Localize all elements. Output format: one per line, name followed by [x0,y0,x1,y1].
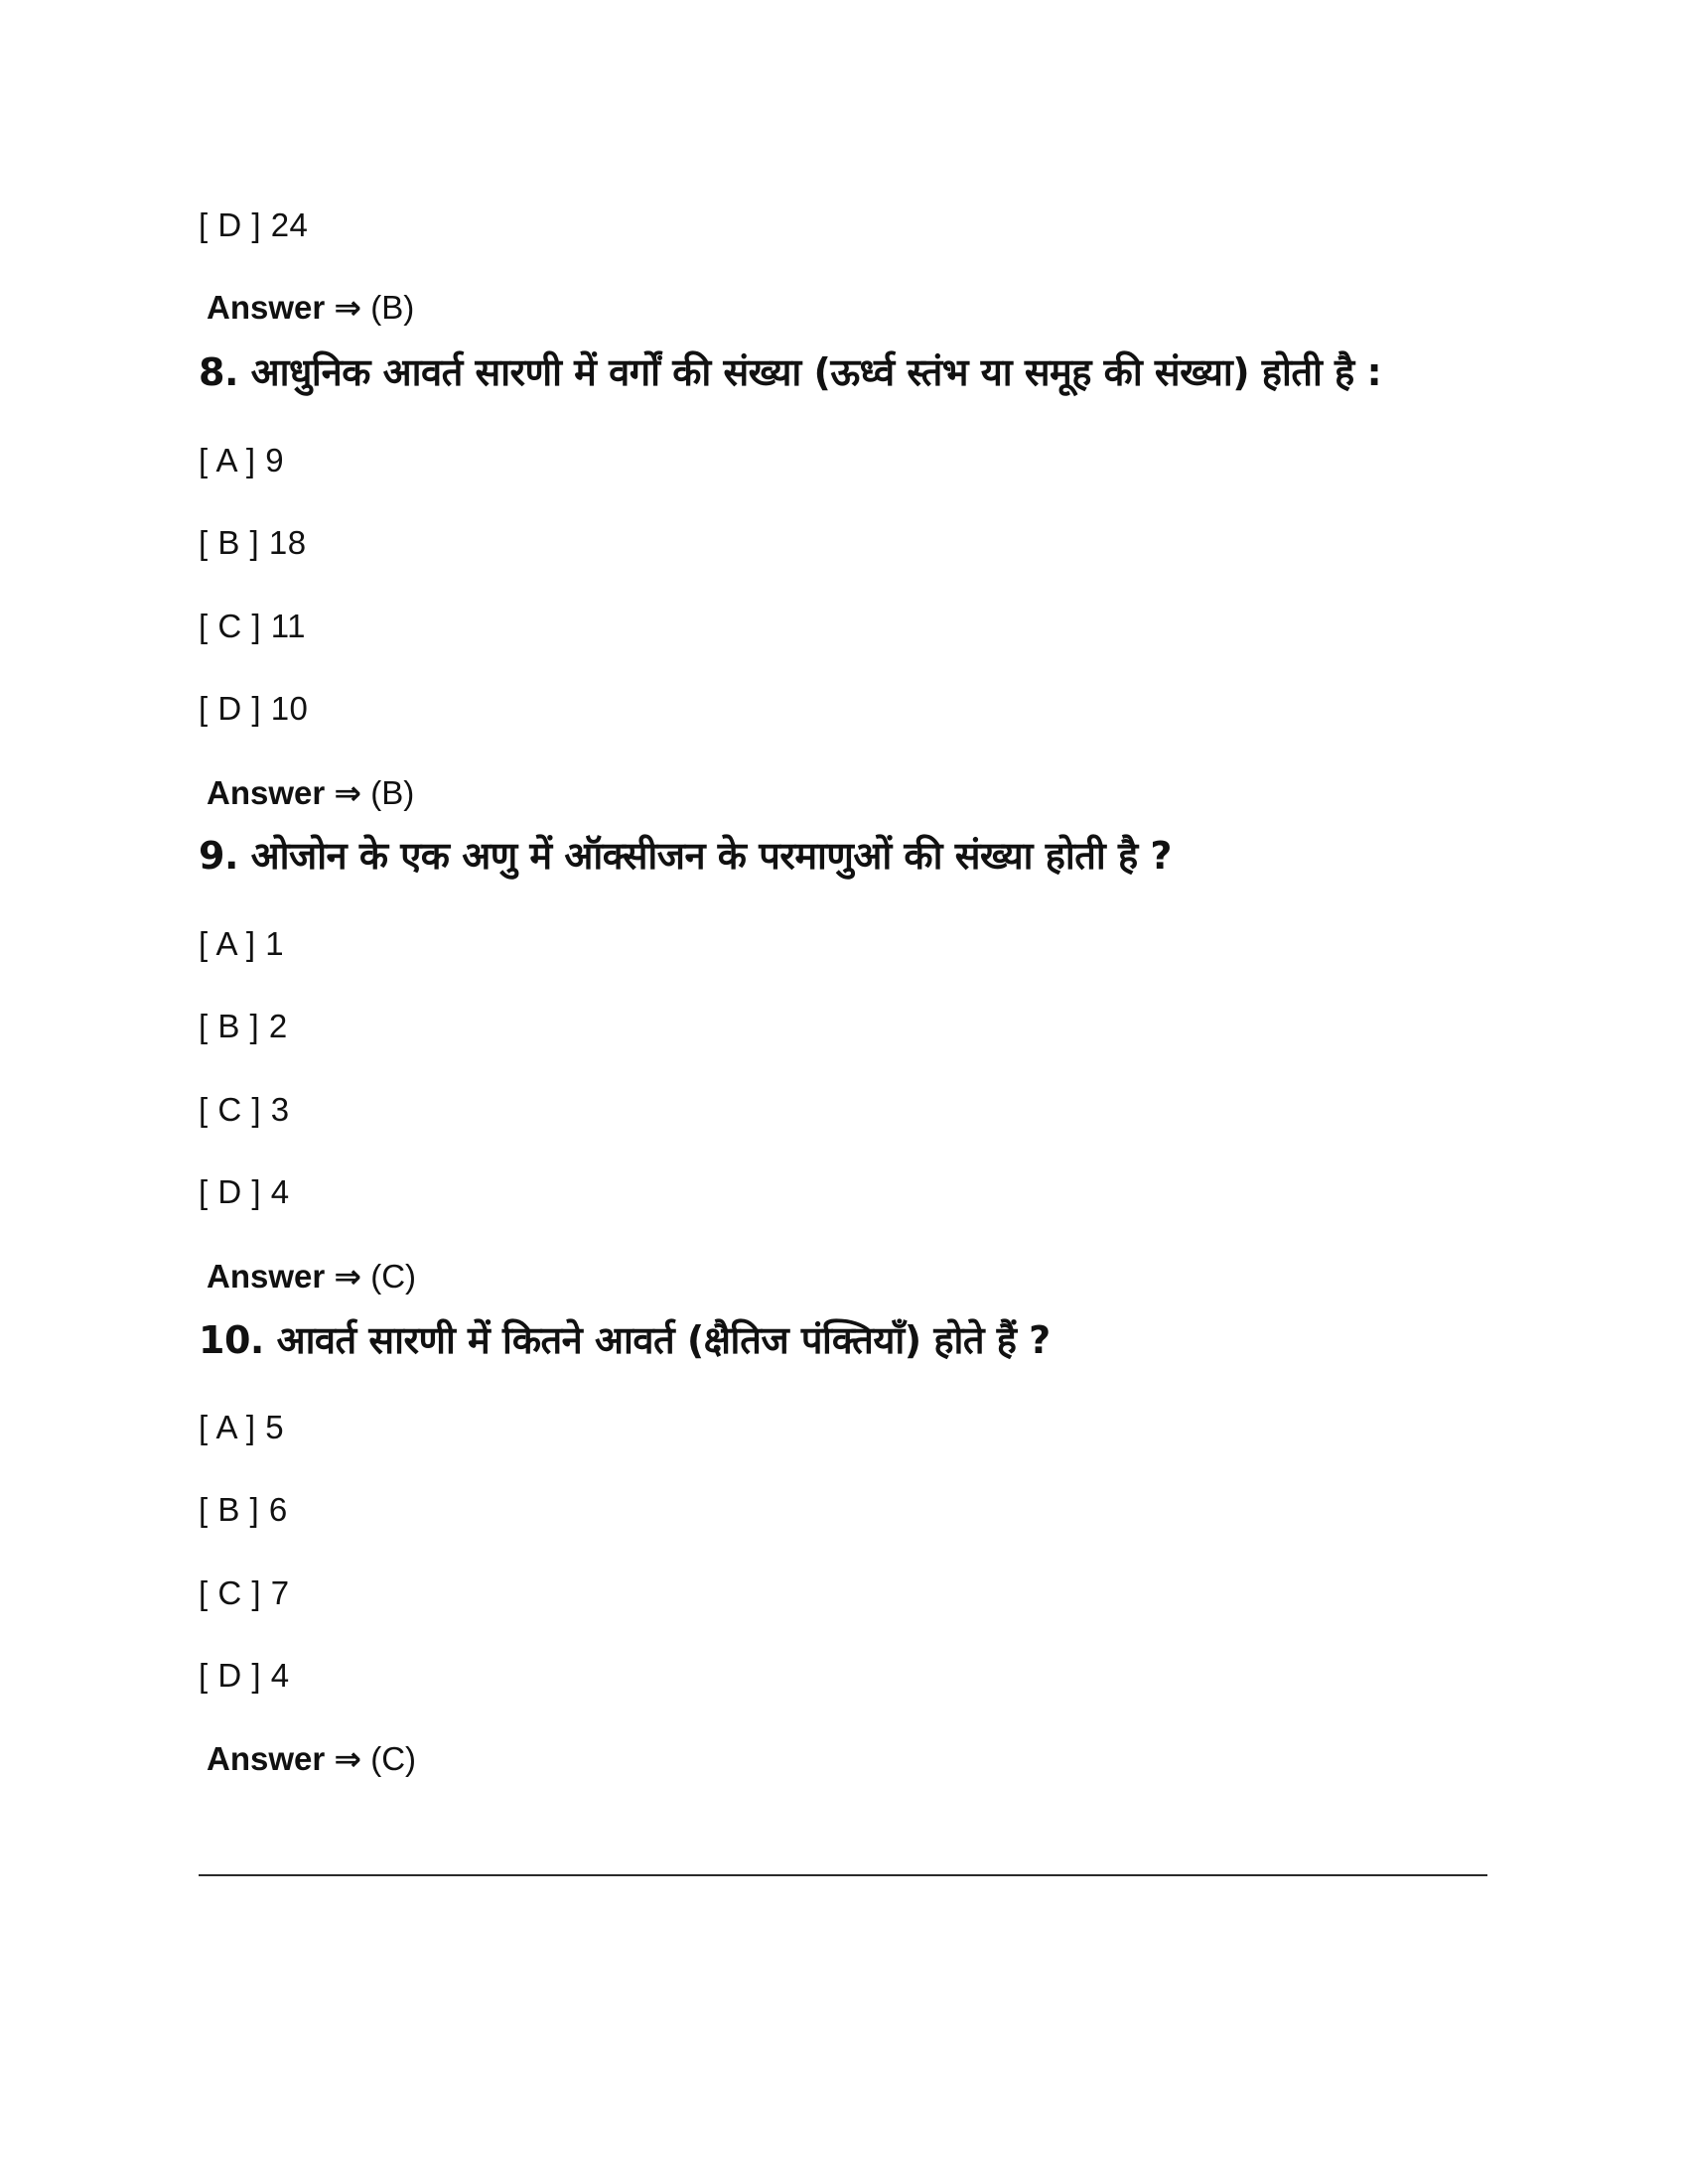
option-label: [ D ] [199,206,262,243]
question-number: 8. [199,350,238,394]
question-10-option-b [199,1493,288,1526]
question-10-title [199,1318,1051,1362]
option-d-prev [199,208,308,241]
option-text: 24 [270,206,309,243]
option-label: [ A ] [199,925,256,962]
option-label: [ A ] [199,442,256,478]
option-text: 7 [270,1574,290,1611]
option-text: 4 [270,1657,290,1694]
answer-label: Answer [207,1258,326,1295]
question-8-option-b [199,526,307,559]
option-label: [ B ] [199,1008,260,1044]
option-label: [ B ] [199,1491,260,1528]
option-text: 2 [268,1008,288,1044]
implies-arrow-icon: ⇒ [334,774,362,811]
footer-divider [199,1874,1487,1876]
answer-value: (B) [370,774,415,811]
option-text: 5 [265,1409,285,1445]
answer-value: (B) [370,289,415,326]
question-10-answer [207,1742,416,1775]
question-text: ओजोन के एक अणु में ऑक्सीजन के परमाणुओं की संख्या होती है ? [250,834,1172,878]
question-text: आधुनिक आवर्त सारणी में वर्गों की संख्या (ऊर्ध्व स्तंभ या समूह की संख्या) होती है : [250,350,1382,394]
question-8-option-a [199,444,284,477]
question-8-option-d [199,692,308,725]
question-9-title [199,834,1172,878]
answer-prev [207,291,414,324]
option-label: [ D ] [199,1657,262,1694]
question-number: 10. [199,1318,264,1362]
option-label: [ C ] [199,1574,262,1611]
option-text: 9 [265,442,285,478]
option-label: [ B ] [199,524,260,561]
question-10-option-a [199,1411,284,1443]
answer-value: (C) [370,1740,417,1777]
option-label: [ D ] [199,1173,262,1210]
option-text: 4 [270,1173,290,1210]
option-label: [ C ] [199,608,262,644]
option-text: 3 [270,1091,290,1128]
question-8-answer [207,776,414,809]
answer-label: Answer [207,774,326,811]
implies-arrow-icon: ⇒ [334,289,362,326]
question-number: 9. [199,834,238,878]
question-text: आवर्त सारणी में कितने आवर्त (क्षैतिज पंक्तियाँ) होते हैं ? [276,1318,1051,1362]
question-10-option-d [199,1659,290,1692]
option-text: 10 [270,690,309,727]
option-text: 6 [268,1491,288,1528]
option-label: [ C ] [199,1091,262,1128]
answer-label: Answer [207,289,326,326]
implies-arrow-icon: ⇒ [334,1258,362,1295]
question-8-option-c [199,610,306,642]
option-label: [ A ] [199,1409,256,1445]
question-9-option-d [199,1175,290,1208]
answer-value: (C) [370,1258,417,1295]
option-text: 18 [268,524,307,561]
answer-label: Answer [207,1740,326,1777]
option-text: 1 [265,925,285,962]
question-8-title [199,350,1382,394]
option-text: 11 [270,608,306,644]
question-9-option-c [199,1093,290,1126]
question-9-option-a [199,927,284,960]
implies-arrow-icon: ⇒ [334,1740,362,1777]
question-9-answer [207,1260,416,1293]
option-label: [ D ] [199,690,262,727]
question-10-option-c [199,1576,290,1609]
question-9-option-b [199,1010,288,1042]
